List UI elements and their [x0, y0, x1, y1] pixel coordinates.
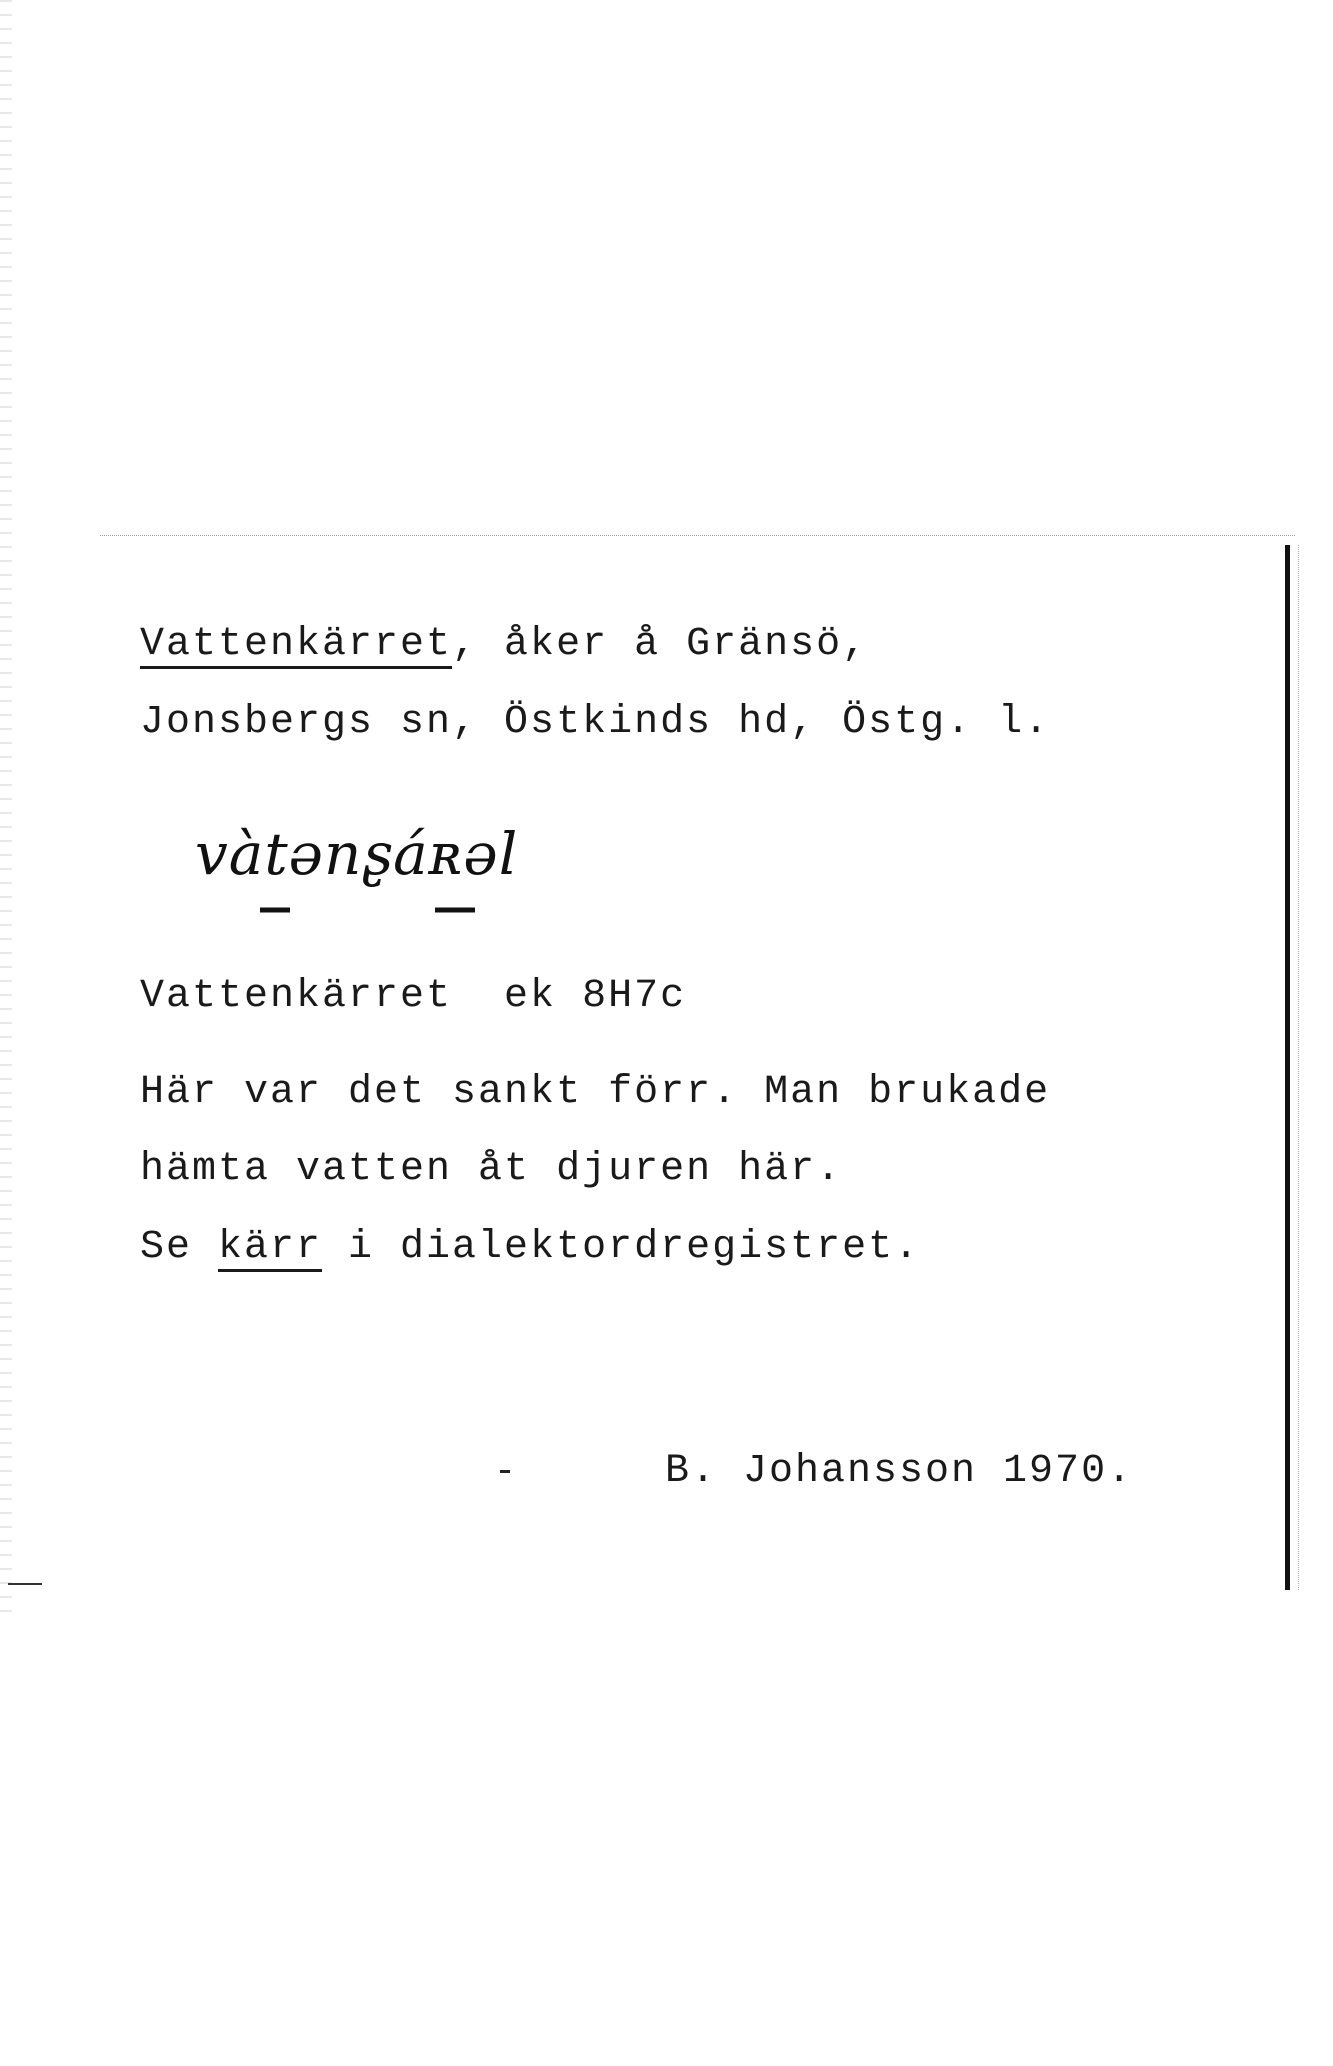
note-line-1: Här var det sankt förr. Man brukade	[140, 1070, 1051, 1115]
note-line-3-prefix: Se	[140, 1225, 219, 1270]
card-top-border	[100, 535, 1295, 536]
signature: B. Johansson 1970.	[665, 1449, 1134, 1494]
stray-dash-mark	[500, 1470, 510, 1473]
note-line-3-suffix: i dialektordregistret.	[322, 1225, 921, 1270]
card-right-shadow	[1298, 545, 1300, 1590]
card-right-border	[1285, 545, 1290, 1590]
map-reference: Vattenkärret ek 8H7c	[140, 974, 687, 1019]
cross-reference-word: kärr	[218, 1225, 323, 1270]
note-line-3	[140, 1225, 921, 1270]
scan-edge-mark	[8, 1583, 42, 1585]
place-name: Vattenkärret	[140, 622, 453, 667]
scan-edge-speckle	[0, 0, 12, 1620]
heading-line	[140, 622, 869, 667]
heading-rest: , åker å Gränsö,	[452, 622, 869, 667]
phonetic-transcription: vàtənʂáʀəl	[195, 820, 519, 888]
note-line-2: hämta vatten åt djuren här.	[140, 1147, 843, 1192]
phonetic-underline-marks	[190, 815, 610, 925]
location-line: Jonsbergs sn, Östkinds hd, Östg. l.	[140, 700, 1051, 745]
